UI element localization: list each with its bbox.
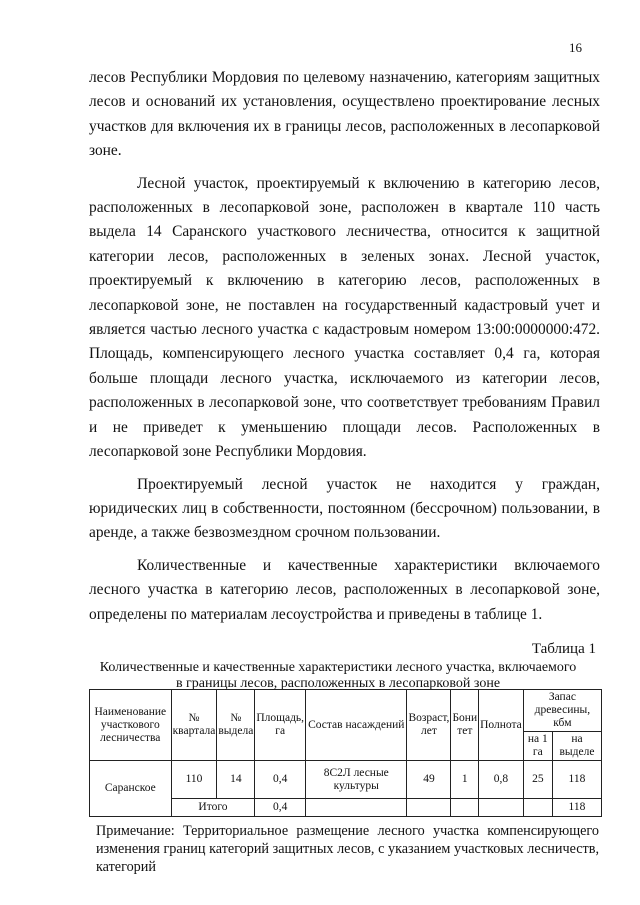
table-note: Примечание: Территориальное размещение лесного участка компенсирующего изменения границ категорий защитных лесов, с указанием участковых лесничеств, категорий: [96, 823, 599, 875]
header-stock-per-ha: на 1 га: [523, 732, 552, 761]
cell-bonitet: 1: [451, 761, 479, 799]
header-area: Площадь, га: [255, 690, 306, 761]
header-section: № выдела: [217, 690, 255, 761]
header-composition: Состав насаждений: [306, 690, 407, 761]
cell-quarter: 110: [171, 761, 217, 799]
cell-composition: 8С2Л лесные культуры: [306, 761, 407, 799]
paragraph-4: Количественные и качественные характеристики включаемого лесного участка в категорию лесов, расположенных в лесопарковой зоне, определены по материалам лесоустройства и приведены в таблице 1.: [89, 556, 600, 623]
total-area: 0,4: [255, 799, 306, 817]
header-quarter: № квартала: [171, 690, 217, 761]
page-number: 16: [569, 40, 582, 55]
table-row: [90, 761, 602, 799]
table-caption: Количественные и качественные характеристики лесного участка, включаемого в границы лесов, расположенных в лесопарковой зоне: [99, 660, 577, 691]
cell-stock-per-section: 118: [552, 761, 601, 799]
total-label: Итого: [171, 799, 255, 817]
header-stock-per-section: на выделе: [552, 732, 601, 761]
header-name: Наименование участкового лесничества: [90, 690, 172, 761]
cell-section: 14: [217, 761, 255, 799]
cell-name: Саранское: [90, 761, 172, 817]
total-stock-per-section: 118: [552, 799, 601, 817]
header-stock: Запас древесины, кбм: [523, 690, 601, 732]
total-empty: [407, 799, 451, 817]
cell-age: 49: [407, 761, 451, 799]
paragraph-3: Проектируемый лесной участок не находится у граждан, юридических лиц в собственности, постоянном (бессрочном) пользовании, в аренде, а также безвозмездном срочном пользовании.: [89, 475, 600, 542]
header-density: Полнота: [479, 690, 524, 761]
header-age: Возраст, лет: [407, 690, 451, 761]
paragraph-2: Лесной участок, проектируемый к включению в категорию лесов, расположенных в лесопарковой зоне, расположен в квартале 110 часть выдела 14 Саранского участкового лесничества, относится к защитной категории лесов, расположенных в зеленых зонах. Лесной участок, проектируемый к включению в категорию лесов, расположенных в лесопарковой зоне, не поставлен на государственный кадастровый учет и является частью лесного участка с кадастровым номером 13:00:0000000:472. Площадь, компенсирующего лесного участка составляет 0,4 га, которая больше площади лесного участка, исключаемого из категории лесов, расположенных в лесопарковой зоне, что соответствует требованиям Правил и не приведет к уменьшению площади лесов. Расположенных в лесопарковой зоне Республики Мордовия.: [89, 174, 600, 461]
table-label: Таблица 1: [531, 641, 596, 657]
cell-density: 0,8: [479, 761, 524, 799]
body-text: [89, 66, 600, 627]
total-empty: [306, 799, 407, 817]
paragraph-1: лесов Республики Мордовия по целевому назначению, категориям защитных лесов и оснований их установления, осуществлено проектирование лесных участков для включения их в границы лесов, расположенных в лесопарковой зоне.: [89, 69, 600, 160]
total-empty: [523, 799, 552, 817]
total-empty: [479, 799, 524, 817]
cell-stock-per-ha: 25: [523, 761, 552, 799]
cell-area: 0,4: [255, 761, 306, 799]
header-bonitet: Бони тет: [451, 690, 479, 761]
forest-plot-table: [89, 689, 602, 817]
table-header-row: [90, 690, 602, 732]
total-empty: [451, 799, 479, 817]
